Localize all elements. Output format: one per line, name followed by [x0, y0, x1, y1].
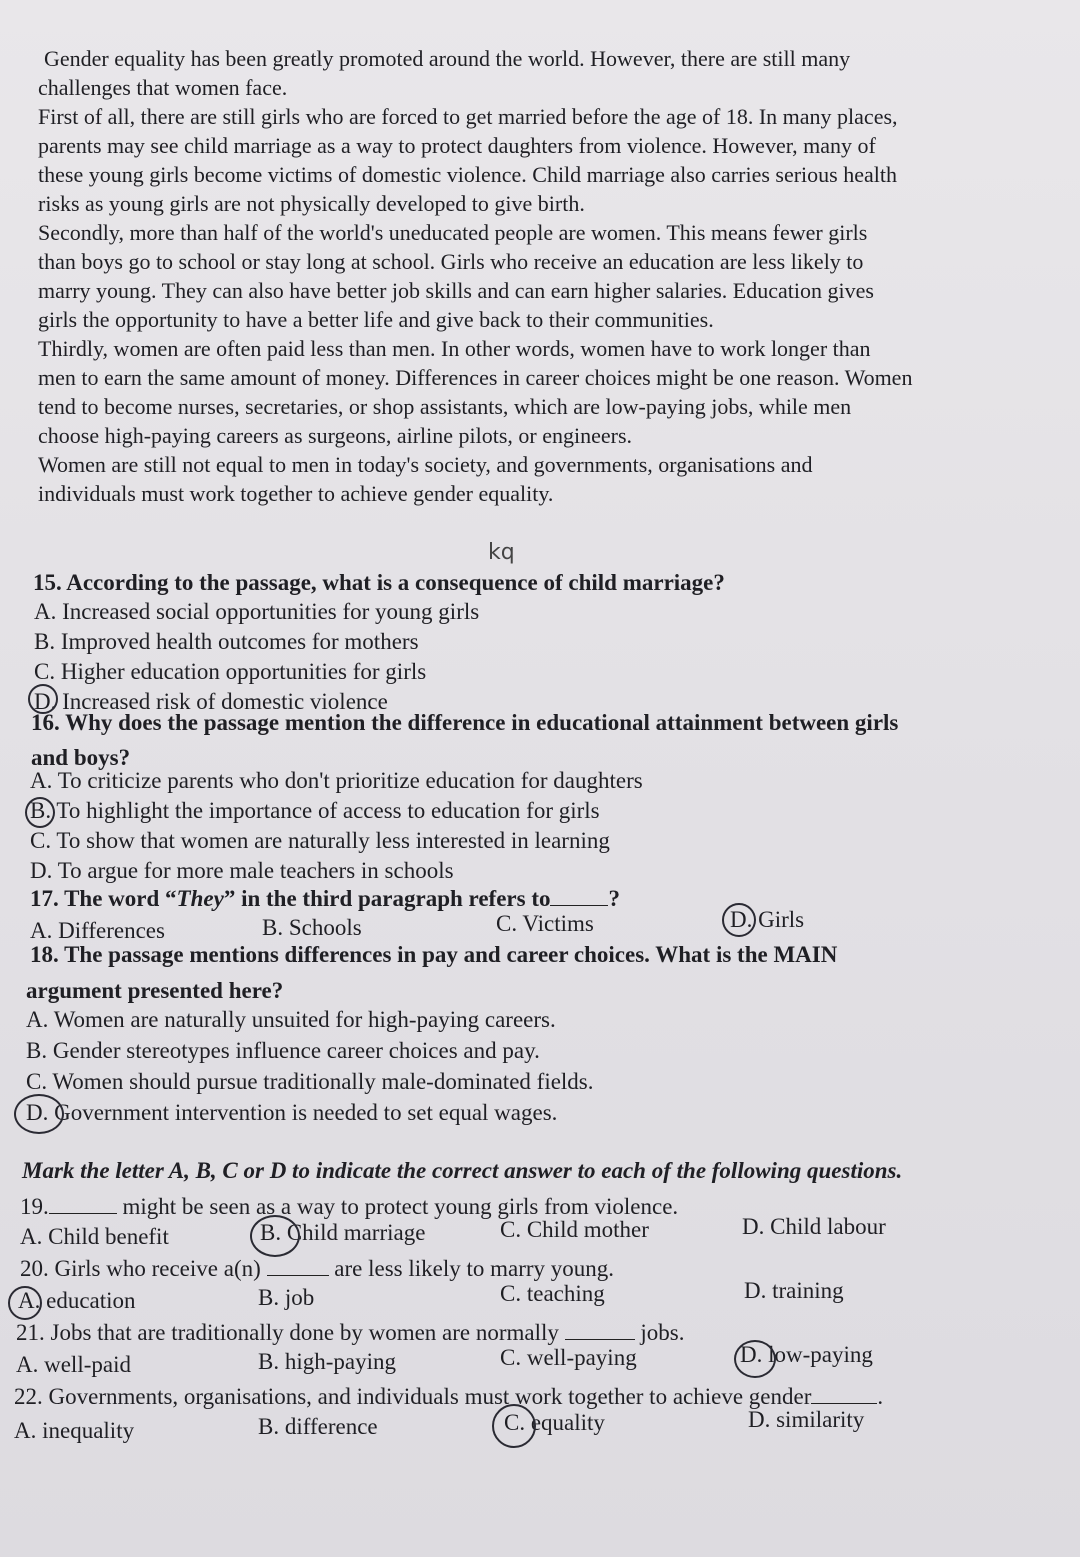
passage-line: challenges that women face. — [38, 75, 288, 100]
question-20-text: are less likely to marry young. — [334, 1256, 615, 1281]
handwritten-note: kq — [488, 540, 515, 565]
answer-blank[interactable] — [550, 885, 608, 906]
answer-option[interactable]: A. Differences — [30, 918, 165, 943]
answer-option[interactable]: B. difference — [258, 1414, 378, 1439]
selected-answer-mark — [14, 1094, 64, 1134]
question-17-keyword: They — [176, 886, 224, 911]
selected-answer-mark — [492, 1404, 536, 1448]
question-15-options — [34, 597, 1074, 717]
answer-option[interactable]: C. teaching — [500, 1281, 605, 1306]
selected-answer-mark — [250, 1215, 300, 1257]
answer-option[interactable]: A. well-paid — [16, 1352, 131, 1377]
answer-option[interactable]: C. Child mother — [500, 1217, 649, 1242]
passage-line: than boys go to school or stay long at school. Girls who receive an education are less likely to — [38, 249, 864, 274]
answer-option[interactable]: B. To highlight the importance of access to education for girls — [30, 798, 600, 823]
answer-option[interactable]: D. similarity — [748, 1407, 865, 1432]
selected-answer-mark — [8, 1286, 42, 1320]
question-18-options — [26, 1004, 1066, 1128]
passage-line: parents may see child marriage as a way to protect daughters from violence. However, many of — [38, 133, 876, 158]
answer-option[interactable]: C. Higher education opportunities for girls — [34, 659, 427, 684]
passage-line: Thirdly, women are often paid less than men. In other words, women have to work longer than — [38, 336, 871, 361]
answer-option[interactable]: C. To show that women are naturally less interested in learning — [30, 828, 610, 853]
question-22-end: . — [877, 1384, 884, 1409]
question-18-stem: argument presented here? — [26, 978, 284, 1003]
question-19-number: 19. — [20, 1194, 49, 1219]
question-18-stem: 18. The passage mentions differences in pay and career choices. What is the MAIN — [30, 942, 838, 967]
answer-option[interactable]: B. Schools — [262, 915, 362, 940]
answer-blank[interactable] — [565, 1319, 635, 1340]
question-17-text: 17. The word “ — [30, 886, 177, 911]
answer-option[interactable]: A. To criticize parents who don't prioritize education for daughters — [30, 768, 643, 793]
question-17-end: ? — [608, 886, 620, 911]
passage-line: Gender equality has been greatly promoted around the world. However, there are still many — [44, 46, 851, 71]
answer-option[interactable]: D. Government intervention is needed to set equal wages. — [26, 1100, 558, 1125]
selected-answer-mark — [734, 1340, 776, 1378]
passage-line: Secondly, more than half of the world's uneducated people are women. This means fewer girls — [38, 220, 868, 245]
selected-answer-mark — [25, 797, 55, 828]
reading-passage — [38, 44, 1038, 508]
answer-option[interactable]: A. Increased social opportunities for young girls — [34, 599, 480, 624]
answer-option[interactable]: D. Girls — [730, 907, 805, 932]
passage-line: these young girls become victims of domestic violence. Child marriage also carries serious health — [38, 162, 897, 187]
question-17-text: ” in the third paragraph refers to — [223, 886, 551, 911]
passage-line: marry young. They can also have better job skills and can earn higher salaries. Education gives — [38, 278, 874, 303]
question-20-stem — [20, 1254, 1040, 1284]
answer-blank[interactable] — [267, 1255, 329, 1276]
answer-blank[interactable] — [811, 1383, 877, 1404]
question-20-text: 20. Girls who receive a(n) — [20, 1256, 261, 1281]
answer-option[interactable]: D. To argue for more male teachers in schools — [30, 858, 454, 883]
passage-line: men to earn the same amount of money. Differences in career choices might be one reason. Women — [38, 365, 913, 390]
answer-option[interactable]: B. high-paying — [258, 1349, 396, 1374]
answer-option[interactable]: D. Increased risk of domestic violence — [34, 689, 388, 714]
question-16-stem: and boys? — [31, 745, 131, 770]
question-21-stem — [16, 1318, 1036, 1348]
answer-option[interactable]: D. training — [744, 1278, 844, 1303]
answer-option[interactable]: A. education — [18, 1288, 136, 1313]
answer-option[interactable]: B. job — [258, 1285, 315, 1310]
question-16-options — [30, 766, 1070, 886]
passage-line: choose high-paying careers as surgeons, airline pilots, or engineers. — [38, 423, 633, 448]
passage-line: girls the opportunity to have a better life and give back to their communities. — [38, 307, 714, 332]
section-instruction: Mark the letter A, B, C or D to indicate the correct answer to each of the following questions. — [22, 1158, 903, 1183]
passage-line: risks as young girls are not physically developed to give birth. — [38, 191, 585, 216]
selected-answer-mark — [722, 903, 756, 937]
answer-option[interactable]: C. equality — [504, 1410, 605, 1435]
answer-option[interactable]: D. Child labour — [742, 1214, 886, 1239]
answer-option[interactable]: B. Gender stereotypes influence career choices and pay. — [26, 1038, 540, 1063]
answer-option[interactable]: C. well-paying — [500, 1345, 637, 1370]
question-16-stem: 16. Why does the passage mention the difference in educational attainment between girls — [31, 710, 899, 735]
question-17-stem — [30, 884, 1050, 914]
answer-option[interactable]: A. inequality — [14, 1418, 135, 1443]
passage-line: individuals must work together to achieve gender equality. — [38, 481, 554, 506]
question-19-text: might be seen as a way to protect young girls from violence. — [122, 1194, 679, 1219]
passage-line: tend to become nurses, secretaries, or shop assistants, which are low-paying jobs, while men — [38, 394, 852, 419]
answer-option[interactable]: A. Women are naturally unsuited for high-paying careers. — [26, 1007, 556, 1032]
question-21-text: 21. Jobs that are traditionally done by women are normally — [16, 1320, 559, 1345]
passage-line: First of all, there are still girls who are forced to get married before the age of 18. In many places, — [38, 104, 898, 129]
answer-blank[interactable] — [49, 1193, 117, 1214]
answer-option[interactable]: C. Women should pursue traditionally male-dominated fields. — [26, 1069, 594, 1094]
question-22-text: 22. Governments, organisations, and individuals must work together to achieve gender — [14, 1384, 812, 1409]
answer-option[interactable]: D. low-paying — [740, 1342, 873, 1367]
answer-option[interactable]: B. Improved health outcomes for mothers — [34, 629, 419, 654]
answer-option[interactable]: B. Child marriage — [260, 1220, 426, 1245]
question-15-stem: 15. According to the passage, what is a consequence of child marriage? — [33, 570, 725, 595]
passage-line: Women are still not equal to men in today's society, and governments, organisations and — [38, 452, 813, 477]
question-21-text: jobs. — [640, 1320, 685, 1345]
answer-option[interactable]: C. Victims — [496, 911, 594, 936]
answer-option[interactable]: A. Child benefit — [20, 1224, 169, 1249]
